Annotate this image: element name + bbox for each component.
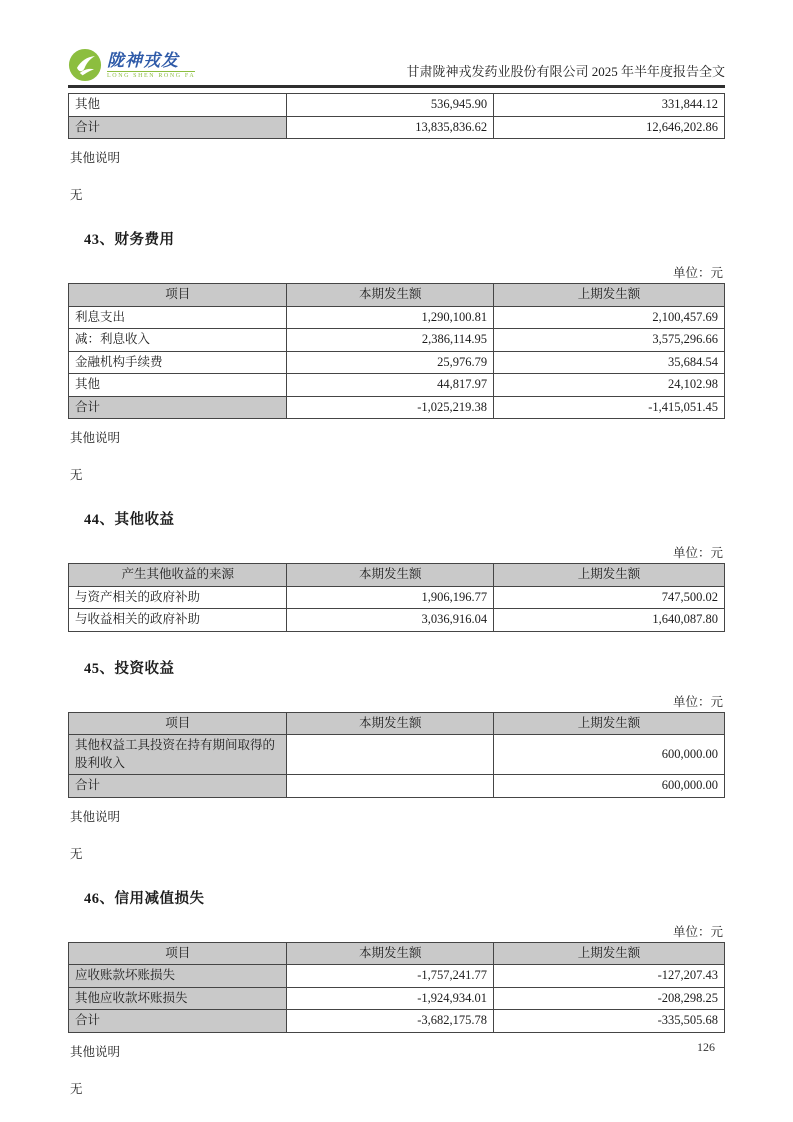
prior-amount: 12,646,202.86 [494,116,725,139]
current-amount: 536,945.90 [287,94,494,117]
col-header-item: 项目 [69,712,287,735]
row-label: 金融机构手续费 [69,351,287,374]
logo-name-cn: 陇神戎发 [107,50,179,70]
none-text: 无 [70,1081,83,1096]
row-label: 合计 [69,1010,287,1033]
unit-label: 单位：元 [672,266,723,280]
prior-amount: 600,000.00 [494,735,725,775]
row-label: 其他权益工具投资在持有期间取得的股利收入 [69,735,287,775]
table-row [69,94,725,117]
current-amount: 44,817.97 [287,374,494,397]
prior-amount: -1,415,051.45 [494,396,725,419]
continuation-table [68,93,725,139]
logo-name-en: LONG SHEN RONG FA [107,72,196,79]
prior-amount: 3,575,296.66 [494,329,725,352]
col-header-prior: 上期发生额 [494,712,725,735]
table-row [69,306,725,329]
unit-label: 单位：元 [672,546,723,560]
col-header-item: 项目 [69,284,287,307]
current-amount: -1,924,934.01 [287,987,494,1010]
table-row-total [69,116,725,139]
row-label: 合计 [69,396,287,419]
none-text: 无 [70,188,83,202]
prior-amount: 2,100,457.69 [494,306,725,329]
prior-amount: 1,640,087.80 [494,609,725,632]
table-row-total [69,1010,725,1033]
current-amount: -1,025,219.38 [287,396,494,419]
header-rule [68,85,725,88]
row-label: 与收益相关的政府补助 [69,609,287,632]
col-header-current: 本期发生额 [287,564,494,587]
other-note-label: 其他说明 [70,1044,121,1059]
table-header-row [69,942,725,965]
other-note-label: 其他说明 [70,809,121,824]
prior-amount: 24,102.98 [494,374,725,397]
prior-amount: -208,298.25 [494,987,725,1010]
row-label: 与资产相关的政府补助 [69,586,287,609]
company-logo [68,48,195,82]
current-amount: 3,036,916.04 [287,609,494,632]
col-header-prior: 上期发生额 [494,942,725,965]
other-note-label: 其他说明 [70,431,121,445]
current-amount: 1,906,196.77 [287,586,494,609]
prior-amount: 600,000.00 [494,775,725,798]
credit-impairment-table [68,942,725,1033]
report-title: 甘肃陇神戎发药业股份有限公司 2025 年半年度报告全文 [406,64,725,79]
page-header [68,44,725,82]
table-row [69,374,725,397]
row-label: 合计 [69,116,287,139]
section-heading-43: 43、财务费用 [84,232,175,248]
row-label: 其他应收款坏账损失 [69,987,287,1010]
unit-label: 单位：元 [672,924,723,939]
col-header-current: 本期发生额 [287,712,494,735]
current-amount: 13,835,836.62 [287,116,494,139]
current-amount: 1,290,100.81 [287,306,494,329]
other-income-table [68,563,725,632]
table-row [69,351,725,374]
col-header-prior: 上期发生额 [494,564,725,587]
investment-income-table [68,712,725,798]
table-row [69,965,725,988]
section-heading-44: 44、其他收益 [84,512,175,528]
row-label: 减：利息收入 [69,329,287,352]
none-text: 无 [70,846,83,861]
row-label: 应收账款坏账损失 [69,965,287,988]
prior-amount: -335,505.68 [494,1010,725,1033]
table-row-total [69,396,725,419]
col-header-source: 产生其他收益的来源 [69,564,287,587]
row-label: 利息支出 [69,306,287,329]
col-header-current: 本期发生额 [287,284,494,307]
table-header-row [69,712,725,735]
section-heading-46: 46、信用减值损失 [84,890,205,907]
current-amount [287,735,494,775]
current-amount: 2,386,114.95 [287,329,494,352]
col-header-prior: 上期发生额 [494,284,725,307]
table-header-row [69,284,725,307]
row-label: 合计 [69,775,287,798]
page-number: 126 [697,1040,715,1054]
table-row-total [69,775,725,798]
finance-expense-table [68,283,725,419]
table-row [69,329,725,352]
current-amount: 25,976.79 [287,351,494,374]
table-row [69,609,725,632]
other-note-label: 其他说明 [70,151,121,165]
table-row [69,586,725,609]
current-amount: -1,757,241.77 [287,965,494,988]
col-header-item: 项目 [69,942,287,965]
col-header-current: 本期发生额 [287,942,494,965]
prior-amount: 35,684.54 [494,351,725,374]
current-amount [287,775,494,798]
table-row [69,987,725,1010]
prior-amount: -127,207.43 [494,965,725,988]
table-header-row [69,564,725,587]
current-amount: -3,682,175.78 [287,1010,494,1033]
row-label: 其他 [69,94,287,117]
row-label: 其他 [69,374,287,397]
bird-logo-icon [68,48,102,82]
prior-amount: 747,500.02 [494,586,725,609]
none-text: 无 [70,468,83,482]
unit-label: 单位：元 [672,694,723,709]
section-heading-45: 45、投资收益 [84,660,175,677]
prior-amount: 331,844.12 [494,94,725,117]
table-row [69,735,725,775]
